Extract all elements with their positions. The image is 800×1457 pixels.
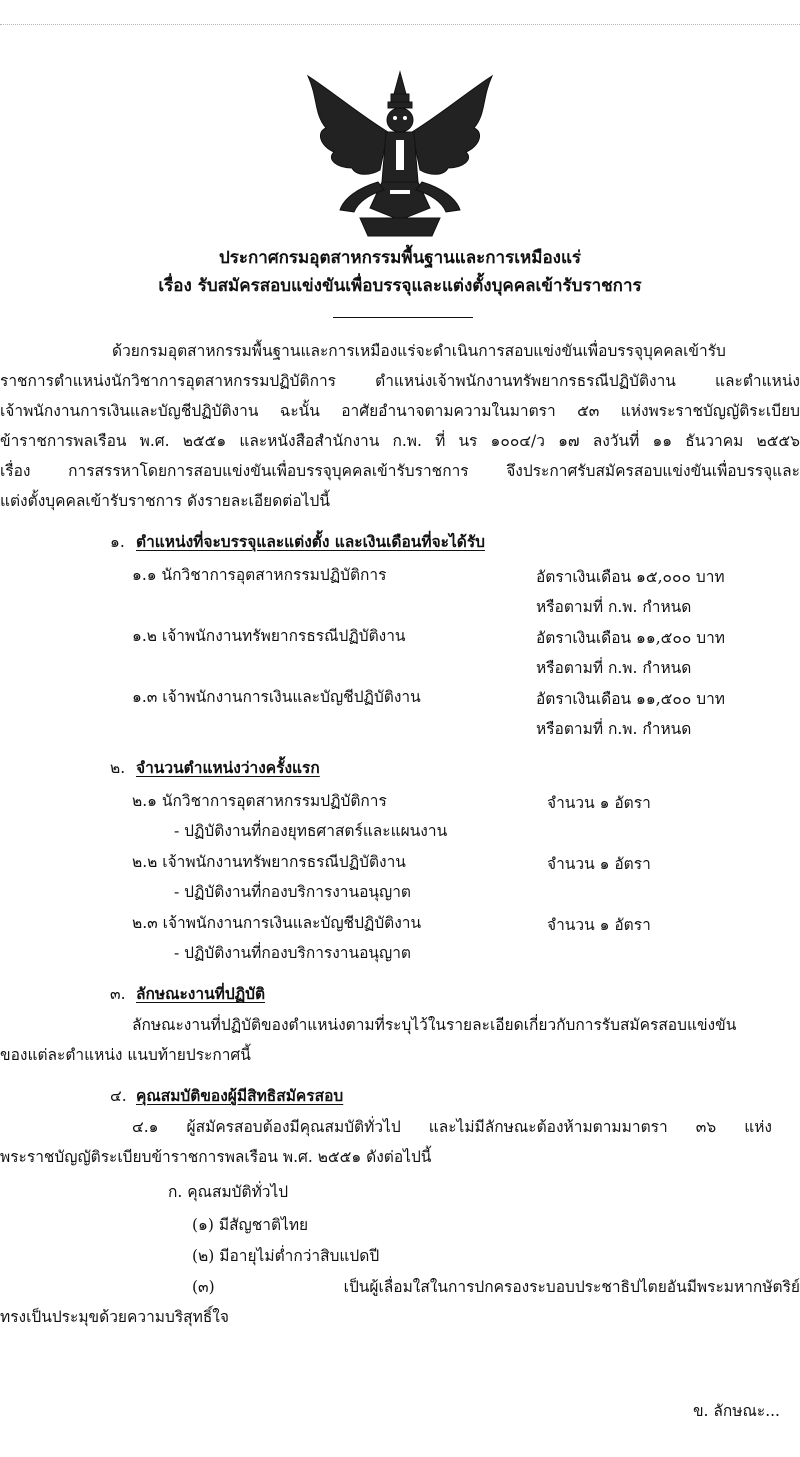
- section1-item-salary: อัตราเงินเดือน ๑๑,๕๐๐ บาท: [536, 690, 726, 708]
- garuda-emblem-icon: [300, 70, 500, 238]
- section2-item-count: จำนวน ๑ อัตรา: [547, 794, 651, 812]
- section2-item-place: - ปฏิบัติงานที่กองบริการงานอนุญาต: [174, 944, 411, 962]
- title-underline: [333, 317, 473, 318]
- section2-item-label: ๒.๓ เจ้าพนักงานการเงินและบัญชีปฏิบัติงาน: [132, 914, 422, 932]
- section1-item-salary: อัตราเงินเดือน ๑๕,๐๐๐ บาท: [536, 568, 725, 586]
- announcement-title: ประกาศกรมอุตสาหกรรมพื้นฐานและการเหมืองแร่: [218, 248, 582, 268]
- section2-item-count: จำนวน ๑ อัตรา: [547, 916, 651, 934]
- section1-number: ๑.: [110, 533, 125, 551]
- section4-line: พระราชบัญญัติระเบียบข้าราชการพลเรือน พ.ศ. ๒๕๕๑ ดังต่อไปนี้: [0, 1148, 432, 1166]
- section1-item-label: ๑.๒ เจ้าพนักงานทรัพยากรธรณีปฏิบัติงาน: [132, 627, 406, 645]
- section1-heading: ตำแหน่งที่จะบรรจุและแต่งตั้ง และเงินเดือนที่จะได้รับ: [136, 532, 485, 551]
- section2-heading: จำนวนตำแหน่งว่างครั้งแรก: [136, 758, 320, 777]
- section1-item-salary: อัตราเงินเดือน ๑๑,๕๐๐ บาท: [536, 629, 726, 647]
- top-dotted-rule: [0, 24, 800, 25]
- section3-heading: ลักษณะงานที่ปฏิบัติ: [136, 984, 266, 1003]
- section1-item-label: ๑.๓ เจ้าพนักงานการเงินและบัญชีปฏิบัติงาน: [132, 688, 421, 706]
- qualification-item: (๓) เป็นผู้เลื่อมใสในการปกครองระบอบประชาธิปไตยอันมีพระมหากษัตริย์: [192, 1278, 800, 1296]
- announcement-subject: เรื่อง รับสมัครสอบแข่งขันเพื่อบรรจุและแต่งตั้งบุคคลเข้ารับราชการ: [158, 276, 642, 296]
- section2-item-label: ๒.๑ นักวิชาการอุตสาหกรรมปฏิบัติการ: [132, 792, 387, 810]
- intro-line: เรื่อง การสรรหาโดยการสอบแข่งขันเพื่อบรรจุบุคคลเข้ารับราชการ จึงประกาศรับสมัครสอบแข่งขันเพื่อบรรจุและ: [0, 462, 800, 480]
- intro-line: เจ้าพนักงานการเงินและบัญชีปฏิบัติงาน ฉะนั้น อาศัยอำนาจตามความในมาตรา ๕๓ แห่งพระราชบัญญัติระเบียบ: [0, 402, 800, 420]
- section4-sub-heading: ก. คุณสมบัติทั่วไป: [168, 1183, 289, 1201]
- next-page-marker: ข. ลักษณะ...: [692, 1402, 780, 1420]
- section2-item-place: - ปฏิบัติงานที่กองบริการงานอนุญาต: [174, 883, 411, 901]
- section2-number: ๒.: [110, 759, 126, 777]
- intro-line: ราชการตำแหน่งนักวิชาการอุตสาหกรรมปฏิบัติการ ตำแหน่งเจ้าพนักงานทรัพยากรธรณีปฏิบัติงาน และตำแหน่ง: [0, 372, 800, 390]
- section2-item-place: - ปฏิบัติงานที่กองยุทธศาสตร์และแผนงาน: [174, 822, 448, 840]
- section1-item-note: หรือตามที่ ก.พ. กำหนด: [536, 659, 692, 677]
- section2-item-label: ๒.๒ เจ้าพนักงานทรัพยากรธรณีปฏิบัติงาน: [132, 853, 406, 871]
- section1-item-note: หรือตามที่ ก.พ. กำหนด: [536, 720, 692, 738]
- qualification-continuation: ทรงเป็นประมุขด้วยความบริสุทธิ์ใจ: [0, 1308, 229, 1326]
- intro-line: แต่งตั้งบุคคลเข้ารับราชการ ดังรายละเอียดต่อไปนี้: [0, 492, 330, 510]
- section4-number: ๔.: [110, 1087, 127, 1105]
- qualification-item: (๒) มีอายุไม่ต่ำกว่าสิบแปดปี: [192, 1247, 380, 1265]
- section4-line: ๔.๑ ผู้สมัครสอบต้องมีคุณสมบัติทั่วไป และไม่มีลักษณะต้องห้ามตามมาตรา ๓๖ แห่ง: [132, 1118, 772, 1136]
- section3-line: ลักษณะงานที่ปฏิบัติของตำแหน่งตามที่ระบุไว้ในรายละเอียดเกี่ยวกับการรับสมัครสอบแข่งขัน: [132, 1016, 737, 1034]
- intro-line: ข้าราชการพลเรือน พ.ศ. ๒๕๕๑ และหนังสือสำนักงาน ก.พ. ที่ นร ๑๐๐๔/ว ๑๗ ลงวันที่ ๑๑ ธันวาคม ๒๕๕๖: [0, 432, 800, 450]
- section1-item-note: หรือตามที่ ก.พ. กำหนด: [536, 598, 692, 616]
- section4-heading: คุณสมบัติของผู้มีสิทธิสมัครสอบ: [136, 1086, 344, 1105]
- qualification-item: (๑) มีสัญชาติไทย: [192, 1216, 309, 1234]
- section2-item-count: จำนวน ๑ อัตรา: [547, 855, 651, 873]
- section3-number: ๓.: [110, 985, 126, 1003]
- section3-line: ของแต่ละตำแหน่ง แนบท้ายประกาศนี้: [0, 1046, 251, 1064]
- intro-line: ด้วยกรมอุตสาหกรรมพื้นฐานและการเหมืองแร่จะดำเนินการสอบแข่งขันเพื่อบรรจุบุคคลเข้ารับ: [112, 342, 726, 360]
- section1-item-label: ๑.๑ นักวิชาการอุตสาหกรรมปฏิบัติการ: [132, 566, 387, 584]
